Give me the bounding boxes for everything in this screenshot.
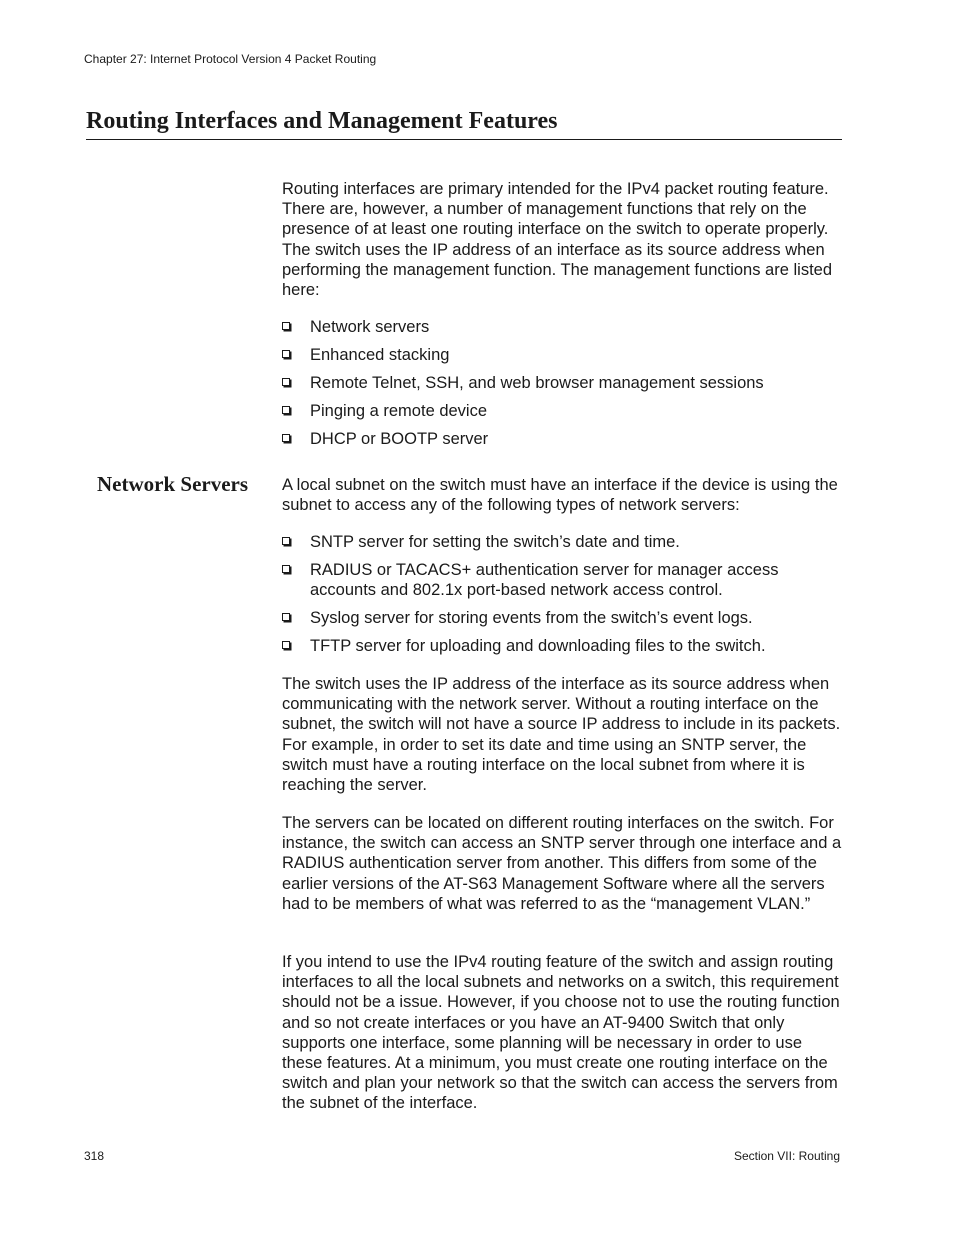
footer-section-label: Section VII: Routing xyxy=(733,1149,840,1163)
list-item xyxy=(282,532,844,552)
list-item xyxy=(282,560,844,600)
checkbox-bullet-icon xyxy=(282,434,290,442)
list-item-text: Syslog server for storing events from the switch’s event logs. xyxy=(310,609,753,628)
section-title: Routing Interfaces and Management Features xyxy=(86,107,842,140)
network-servers-intro: A local subnet on the switch must have an interface if the device is using the subnet to access any of the following types of network servers: xyxy=(282,476,838,515)
network-servers-list xyxy=(282,532,844,656)
checkbox-bullet-icon xyxy=(282,378,290,386)
list-item-text: TFTP server for uploading and downloading files to the switch. xyxy=(310,637,766,656)
list-item-text: Remote Telnet, SSH, and web browser management sessions xyxy=(310,374,764,392)
list-item-text: RADIUS or TACACS+ authentication server for manager access accounts and 802.1x port-based network access control. xyxy=(310,561,779,600)
body-paragraph-source-address: The switch uses the IP address of the interface as its source address when communicating with the network server. Without a routing interface on the subnet, the switch will not have a source IP address to include in its packets. For example, in order to set its date and time using an SNTP server, the switch must have a routing interface on the local subnet from where it is reaching the server. xyxy=(282,675,841,795)
running-header: Chapter 27: Internet Protocol Version 4 Packet Routing xyxy=(84,52,377,66)
list-item xyxy=(282,608,844,628)
list-item-text: Pinging a remote device xyxy=(310,402,488,420)
management-functions-list xyxy=(282,317,844,449)
list-item xyxy=(282,401,844,421)
body-paragraph-server-location: The servers can be located on different routing interfaces on the switch. For instance, the switch can access an SNTP server through one interface and a RADIUS authentication server from another. This differs from some of the earlier versions of the AT-S63 Management Software where all the servers had to be members of what was referred to as the “management VLAN.” xyxy=(282,814,842,913)
list-item-text: SNTP server for setting the switch’s date and time. xyxy=(310,533,680,551)
list-item xyxy=(282,373,844,393)
checkbox-bullet-icon xyxy=(282,350,290,358)
checkbox-bullet-icon xyxy=(282,406,290,414)
intro-paragraph: Routing interfaces are primary intended for the IPv4 packet routing feature. There are, however, a number of management functions that rely on the presence of at least one routing interface on the switch to operate properly. The switch uses the IP address of an interface as its source address when performing the management function. The management functions are listed here: xyxy=(282,180,833,300)
page-number: 318 xyxy=(84,1149,105,1163)
checkbox-bullet-icon xyxy=(282,641,290,649)
checkbox-bullet-icon xyxy=(282,537,290,545)
checkbox-bullet-icon xyxy=(282,613,290,621)
list-item xyxy=(282,429,844,449)
network-servers-heading: Network Servers xyxy=(97,472,249,496)
list-item-text: Enhanced stacking xyxy=(310,346,450,364)
checkbox-bullet-icon xyxy=(282,322,290,330)
list-item-text: Network servers xyxy=(310,318,430,336)
list-item xyxy=(282,636,844,656)
list-item xyxy=(282,345,844,365)
body-paragraph-planning: If you intend to use the IPv4 routing feature of the switch and assign routing interfaces to all the local subnets and networks on a switch, this requirement should not be a issue. However, if you choose not to use the routing function and so not create interfaces or you have an AT-9400 Switch that only supports one interface, some planning will be necessary in order to use these features. At a minimum, you must create one routing interface on the switch and plan your network so that the switch can access the servers from the subnet of the interface. xyxy=(282,953,840,1113)
checkbox-bullet-icon xyxy=(282,565,290,573)
list-item-text: DHCP or BOOTP server xyxy=(310,430,489,448)
list-item xyxy=(282,317,844,337)
